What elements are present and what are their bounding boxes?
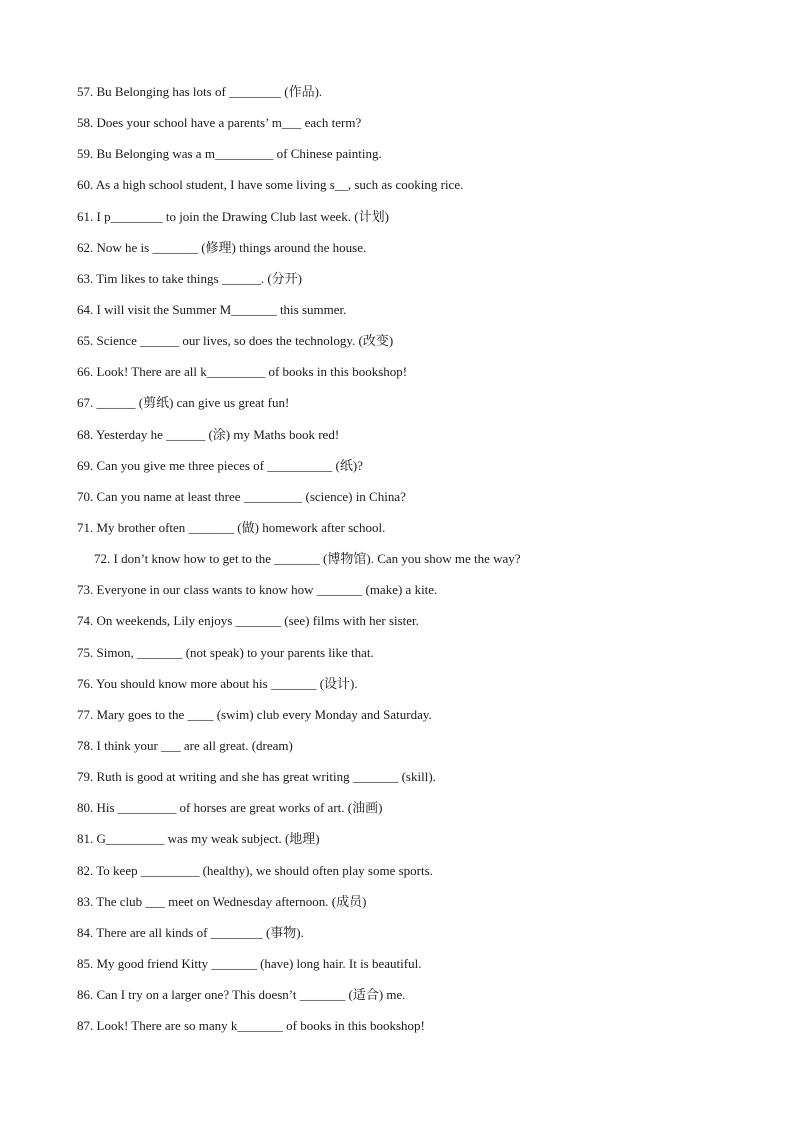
question-number: 73. (77, 582, 94, 598)
question-text: Look! There are so many k_______ of books in this bookshop! (96, 1018, 425, 1034)
question-text: My brother often _______ (做) homework after school. (96, 519, 386, 535)
question-number: 81. (77, 831, 94, 847)
question-item (77, 144, 777, 175)
question-item (77, 207, 777, 238)
question-number: 72. (94, 551, 111, 567)
question-text: ______ (剪纸) can give us great fun! (96, 395, 290, 411)
question-number: 66. (77, 364, 94, 380)
question-item (77, 82, 777, 113)
question-number: 70. (77, 488, 94, 504)
question-item (77, 362, 777, 393)
question-text: Mary goes to the ____ (swim) club every Monday and Saturday. (96, 706, 432, 722)
question-item (77, 300, 777, 331)
question-item (77, 674, 777, 705)
question-item (77, 923, 777, 954)
question-item (77, 175, 777, 206)
question-number: 69. (77, 457, 94, 473)
question-number: 65. (77, 333, 94, 349)
question-number: 57. (77, 84, 94, 99)
question-item (77, 425, 777, 456)
question-number: 64. (77, 301, 94, 317)
question-text: Yesterday he ______ (涂) my Maths book red! (96, 426, 340, 442)
question-number: 79. (77, 769, 94, 785)
question-number: 67. (77, 395, 94, 411)
question-item (77, 705, 777, 736)
question-item (77, 798, 777, 829)
question-text: His _________ of horses are great works of art. (油画) (96, 800, 383, 816)
question-item (77, 611, 777, 642)
question-text: On weekends, Lily enjoys _______ (see) films with her sister. (96, 613, 419, 629)
question-number: 76. (77, 675, 94, 691)
question-number: 80. (77, 800, 94, 816)
question-item (77, 238, 777, 269)
question-number: 58. (77, 115, 94, 131)
question-text: Simon, _______ (not speak) to your parents like that. (96, 644, 374, 660)
question-item (77, 331, 777, 362)
question-text: Ruth is good at writing and she has great writing _______ (skill). (96, 769, 436, 785)
question-item (77, 269, 777, 300)
question-number: 62. (77, 239, 94, 255)
question-number: 68. (77, 426, 94, 442)
question-text: Does your school have a parents’ m___ each term? (96, 115, 362, 131)
question-item (77, 393, 777, 424)
question-number: 82. (77, 862, 94, 878)
question-text: Everyone in our class wants to know how _______ (make) a kite. (96, 582, 438, 598)
question-number: 75. (77, 644, 94, 660)
question-text: I don’t know how to get to the _______ (博物馆). Can you show me the way? (113, 551, 521, 567)
question-number: 59. (77, 146, 94, 162)
question-number: 60. (77, 177, 94, 193)
question-item (77, 487, 777, 518)
question-text: I will visit the Summer M_______ this summer. (96, 301, 347, 317)
question-item (77, 113, 777, 144)
question-text: My good friend Kitty _______ (have) long hair. It is beautiful. (96, 955, 422, 971)
question-item (77, 892, 777, 923)
question-text: Can you name at least three _________ (science) in China? (96, 488, 406, 504)
question-text: Can you give me three pieces of __________ (纸)? (96, 457, 363, 473)
question-item (77, 767, 777, 798)
question-item (77, 861, 777, 892)
question-text: You should know more about his _______ (设计). (96, 675, 358, 691)
question-text: Bu Belonging was a m_________ of Chinese painting. (96, 146, 382, 162)
question-number: 77. (77, 706, 94, 722)
question-text: G_________ was my weak subject. (地理) (96, 831, 320, 847)
question-item (77, 580, 777, 611)
question-number: 83. (77, 893, 94, 909)
question-number: 87. (77, 1018, 94, 1034)
question-item (77, 736, 777, 767)
question-text: As a high school student, I have some living s__, such as cooking rice. (95, 177, 464, 193)
question-text: There are all kinds of ________ (事物). (96, 924, 304, 940)
question-item (77, 985, 777, 1016)
question-text: Look! There are all k_________ of books in this bookshop! (96, 364, 408, 380)
question-text: To keep _________ (healthy), we should often play some sports. (96, 862, 433, 878)
question-list (77, 82, 777, 1047)
question-item (77, 954, 777, 985)
question-text: Bu Belonging has lots of ________ (作品). (96, 84, 323, 99)
question-number: 63. (77, 270, 94, 286)
question-text: Can I try on a larger one? This doesn’t _______ (适合) me. (96, 987, 406, 1003)
question-item (77, 456, 777, 487)
question-item (77, 1016, 777, 1047)
question-text: Now he is _______ (修理) things around the house. (96, 239, 367, 255)
question-number: 74. (77, 613, 94, 629)
question-item (77, 518, 777, 549)
question-text: Tim likes to take things ______. (分开) (96, 270, 302, 286)
question-text: Science ______ our lives, so does the technology. (改变) (96, 333, 394, 349)
question-number: 85. (77, 955, 94, 971)
question-number: 61. (77, 208, 94, 224)
question-item (77, 829, 777, 860)
question-item (77, 549, 777, 580)
question-number: 78. (77, 737, 94, 753)
question-text: I p________ to join the Drawing Club last week. (计划) (96, 208, 389, 224)
question-item (77, 643, 777, 674)
question-number: 84. (77, 924, 94, 940)
question-number: 71. (77, 519, 94, 535)
question-text: I think your ___ are all great. (dream) (96, 737, 293, 753)
question-number: 86. (77, 987, 94, 1003)
question-text: The club ___ meet on Wednesday afternoon. (成员) (96, 893, 367, 909)
